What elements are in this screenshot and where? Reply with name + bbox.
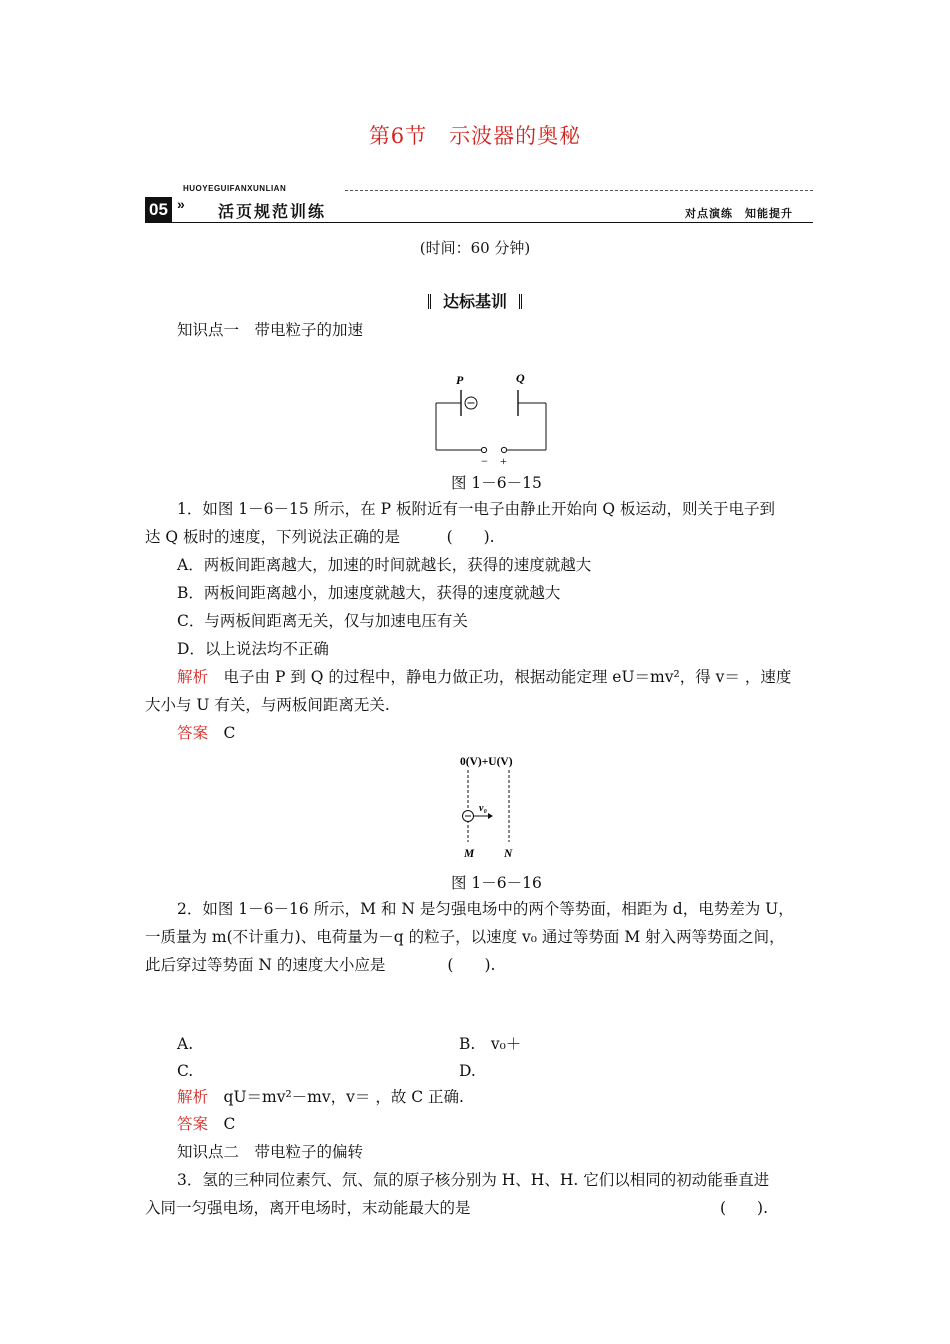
q1-stem-line2: 达 Q 板时的速度，下列说法正确的是 ( ). [145, 528, 495, 546]
q2-analysis-text: qU＝mv²－mv，v＝ ，故 C 正确. [223, 1088, 464, 1106]
q1-analysis-label: 解析 [177, 668, 209, 686]
header-right-label: 对点演练 知能提升 [685, 208, 793, 220]
q2-answer-label: 答案 [177, 1115, 209, 1133]
knowledge-point-2: 知识点二 带电粒子的偏转 [177, 1143, 364, 1161]
m-label: M [464, 848, 475, 860]
q1-option-d: D．以上说法均不正确 [177, 640, 329, 658]
q1-analysis-text: 电子由 P 到 Q 的过程中，静电力做正功，根据动能定理 eU＝mv²，得 v＝ ，速度 [223, 668, 792, 686]
section-title: 达标基训 [442, 294, 507, 311]
header-dashed-rule [345, 190, 813, 191]
section-number-badge: 05 [145, 197, 172, 222]
time-note: (时间：60 分钟) [419, 239, 531, 257]
header-solid-rule [145, 222, 813, 223]
q3-answer-bracket: ( ). [720, 1199, 769, 1217]
q1-stem-line1: 1．如图 1－6－15 所示，在 P 板附近有一电子由静止开始向 Q 板运动，则关于电子到 [177, 500, 776, 518]
header-banner-title: 活页规范训练 [218, 204, 327, 221]
q2-option-c: C. [177, 1062, 194, 1080]
q1-answer [177, 723, 235, 743]
knowledge-point-1: 知识点一 带电粒子的加速 [177, 321, 364, 339]
n-label: N [504, 848, 513, 860]
q1-option-b: B．两板间距离越小，加速度就越大，获得的速度就越大 [177, 584, 561, 602]
plate-p-label: P [456, 373, 464, 387]
q2-analysis [177, 1087, 464, 1107]
potential-labels: 0(V)+U(V) [460, 756, 513, 768]
q2-option-d: D. [459, 1062, 476, 1080]
heading-bar-left [428, 294, 431, 309]
q2-option-b: B. v₀＋ [459, 1035, 522, 1053]
header-pinyin: HUOYEGUIFANXUNLIAN [183, 184, 287, 193]
heading-bar-right [519, 294, 522, 309]
double-chevron-icon: » [177, 196, 185, 212]
figure-2-caption: 图 1－6－16 [451, 874, 542, 892]
q3-stem-line1: 3．氢的三种同位素氕、氘、氚的原子核分别为 H、H、H. 它们以相同的初动能垂直进 [177, 1171, 770, 1189]
plate-q-label: Q [516, 371, 525, 385]
q1-option-c: C．与两板间距离无关，仅与加速电压有关 [177, 612, 468, 630]
terminal-plus [501, 447, 506, 452]
q1-option-a: A．两板间距离越大，加速的时间就越长，获得的速度就越大 [177, 556, 592, 574]
arrowhead-icon [488, 813, 493, 819]
q2-option-a: A. [177, 1035, 194, 1053]
v0-label: v₀ [479, 803, 487, 814]
figure-1-6-16 [452, 750, 532, 862]
q2-stem-line1: 2．如图 1－6－16 所示，M 和 N 是匀强电场中的两个等势面，相距为 d，电势差为 U， [177, 900, 794, 918]
q1-answer-label: 答案 [177, 724, 209, 742]
section-heading [0, 289, 950, 312]
page-title: 第6节 示波器的奥秘 [368, 124, 582, 148]
q2-answer-value: C [223, 1115, 236, 1133]
q2-stem-line2: 一质量为 m(不计重力)、电荷量为－q 的粒子，以速度 v₀ 通过等势面 M 射入两等势面之间， [145, 928, 785, 946]
q2-answer [177, 1114, 235, 1134]
figure-1-6-15 [430, 368, 555, 468]
q2-analysis-label: 解析 [177, 1088, 209, 1106]
minus-sign: − [481, 454, 488, 468]
q2-stem-line3: 此后穿过等势面 N 的速度大小应是 ( ). [145, 956, 496, 974]
q3-stem-line2: 入同一匀强电场，离开电场时，末动能最大的是 [145, 1199, 471, 1217]
plus-sign: + [500, 454, 507, 468]
q1-analysis-line2: 大小与 U 有关，与两板间距离无关. [145, 696, 390, 714]
terminal-minus [481, 447, 486, 452]
figure-1-caption: 图 1－6－15 [451, 474, 542, 492]
q1-analysis-line1 [177, 667, 791, 687]
q1-answer-value: C [223, 724, 236, 742]
